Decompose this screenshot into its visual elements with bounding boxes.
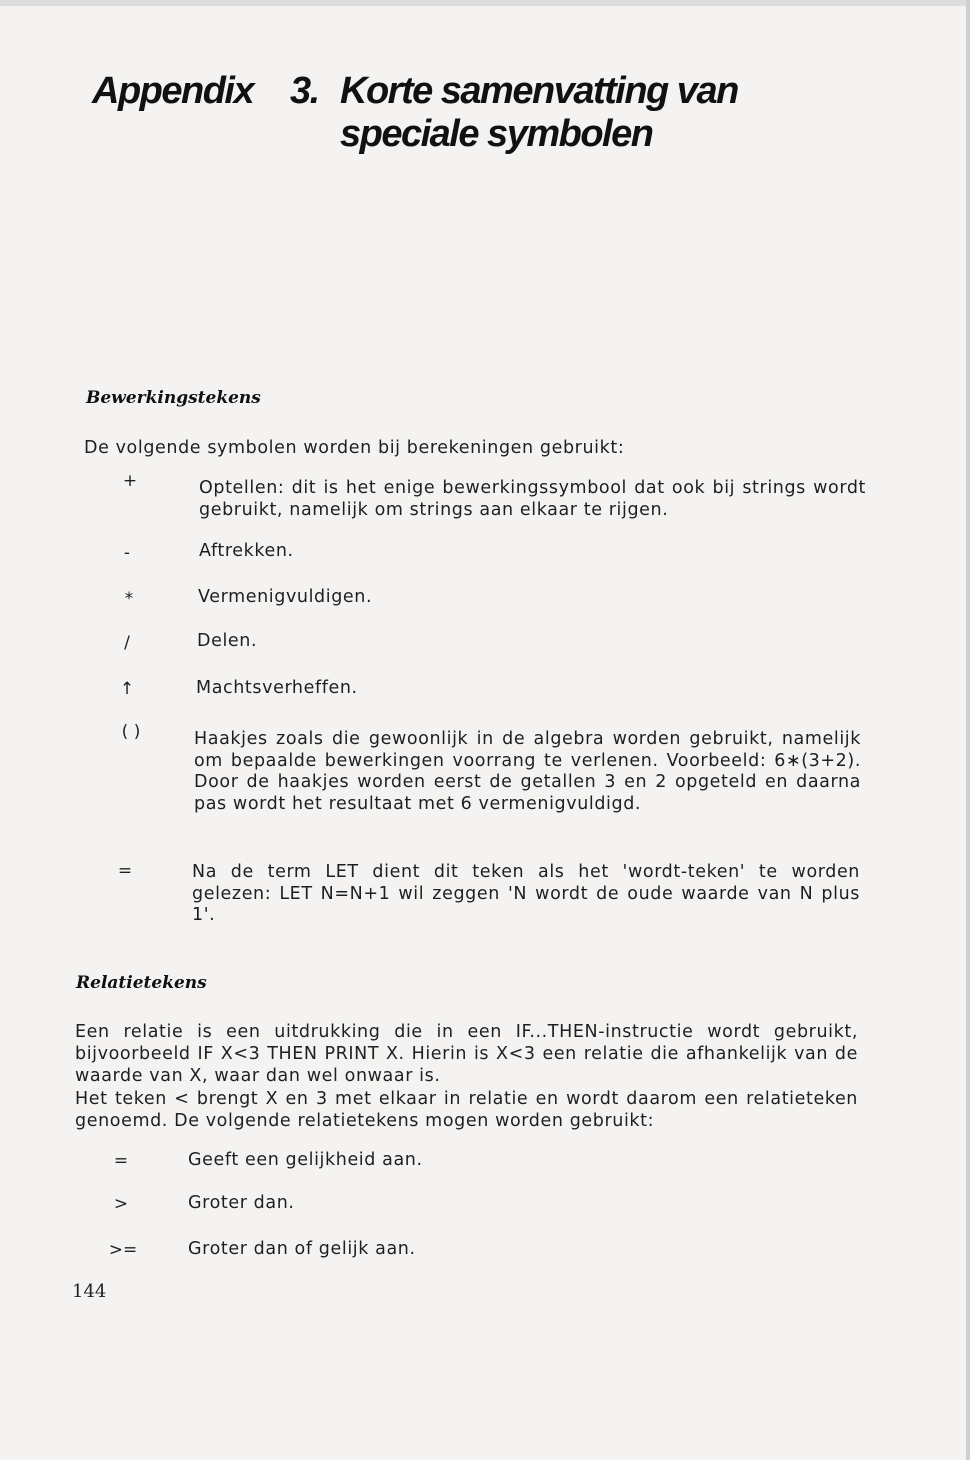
operator-symbol-assign: = bbox=[117, 861, 133, 881]
operator-symbol-plus: + bbox=[122, 471, 138, 491]
operator-symbol-minus: - bbox=[123, 543, 131, 563]
intro-text: De volgende symbolen worden bij berekeningen gebruikt: bbox=[84, 438, 625, 458]
operator-desc-parentheses: Haakjes zoals die gewoonlijk in de algebra worden gebruikt, namelijk om bepaalde bewerkingen voorrang te verlenen. Voorbeeld: 6∗(3+2). Door de haakjes worden eerst de getallen 3 en 2 opgeteld en daarna pas wordt het resultaat met 6 vermenigvuldigd. bbox=[194, 729, 861, 814]
appendix-number: 3. bbox=[290, 70, 319, 112]
relation-symbol-equal: = bbox=[113, 1151, 129, 1171]
section-heading-bewerkingstekens: Bewerkingstekens bbox=[86, 388, 261, 408]
operator-desc-assign: Na de term LET dient dit teken als het 'wordt-teken' te worden gelezen: LET N=N+1 wil zeggen 'N wordt de oude waarde van N plus 1'. bbox=[192, 862, 860, 925]
operator-desc-plus: Optellen: dit is het enige bewerkingssymbool dat ook bij strings wordt gebruikt, namelijk om strings aan elkaar te rijgen. bbox=[199, 478, 866, 520]
relation-desc-equal: Geeft een gelijkheid aan. bbox=[188, 1150, 423, 1170]
relation-paragraph-1: Een relatie is een uitdrukking die in een IF...THEN-instructie wordt gebruikt, bijvoorbeeld IF X<3 THEN PRINT X. Hierin is X<3 een relatie die afhankelijk van de waarde van X, waar dan wel onwaar is. bbox=[75, 1022, 858, 1086]
relation-symbol-greater-equal: >= bbox=[108, 1240, 138, 1260]
section-heading-relatietekens: Relatietekens bbox=[76, 973, 207, 993]
operator-symbol-power: ↑ bbox=[119, 679, 135, 699]
relation-desc-greater: Groter dan. bbox=[188, 1193, 295, 1213]
relation-paragraph-2: Het teken < brengt X en 3 met elkaar in relatie en wordt daarom een relatieteken genoemd. De volgende relatietekens mogen worden gebruikt: bbox=[75, 1089, 858, 1131]
page-edge-top bbox=[0, 0, 970, 6]
appendix-label: Appendix bbox=[92, 70, 254, 112]
operator-symbol-parentheses: ( ) bbox=[121, 722, 141, 742]
operator-desc-minus: Aftrekken. bbox=[199, 541, 294, 561]
operator-symbol-multiply: * bbox=[124, 589, 134, 609]
page-title-line-2: speciale symbolen bbox=[340, 113, 653, 155]
operator-desc-divide: Delen. bbox=[197, 631, 258, 651]
relation-symbol-greater: > bbox=[113, 1194, 129, 1214]
operator-symbol-divide: / bbox=[124, 633, 130, 653]
operator-desc-multiply: Vermenigvuldigen. bbox=[198, 587, 373, 607]
page-title-line-1: Korte samenvatting van bbox=[340, 70, 738, 112]
page-edge-right bbox=[966, 0, 970, 1460]
page-number: 144 bbox=[72, 1281, 107, 1302]
relation-desc-greater-equal: Groter dan of gelijk aan. bbox=[188, 1239, 416, 1259]
operator-desc-power: Machtsverheffen. bbox=[196, 678, 358, 698]
